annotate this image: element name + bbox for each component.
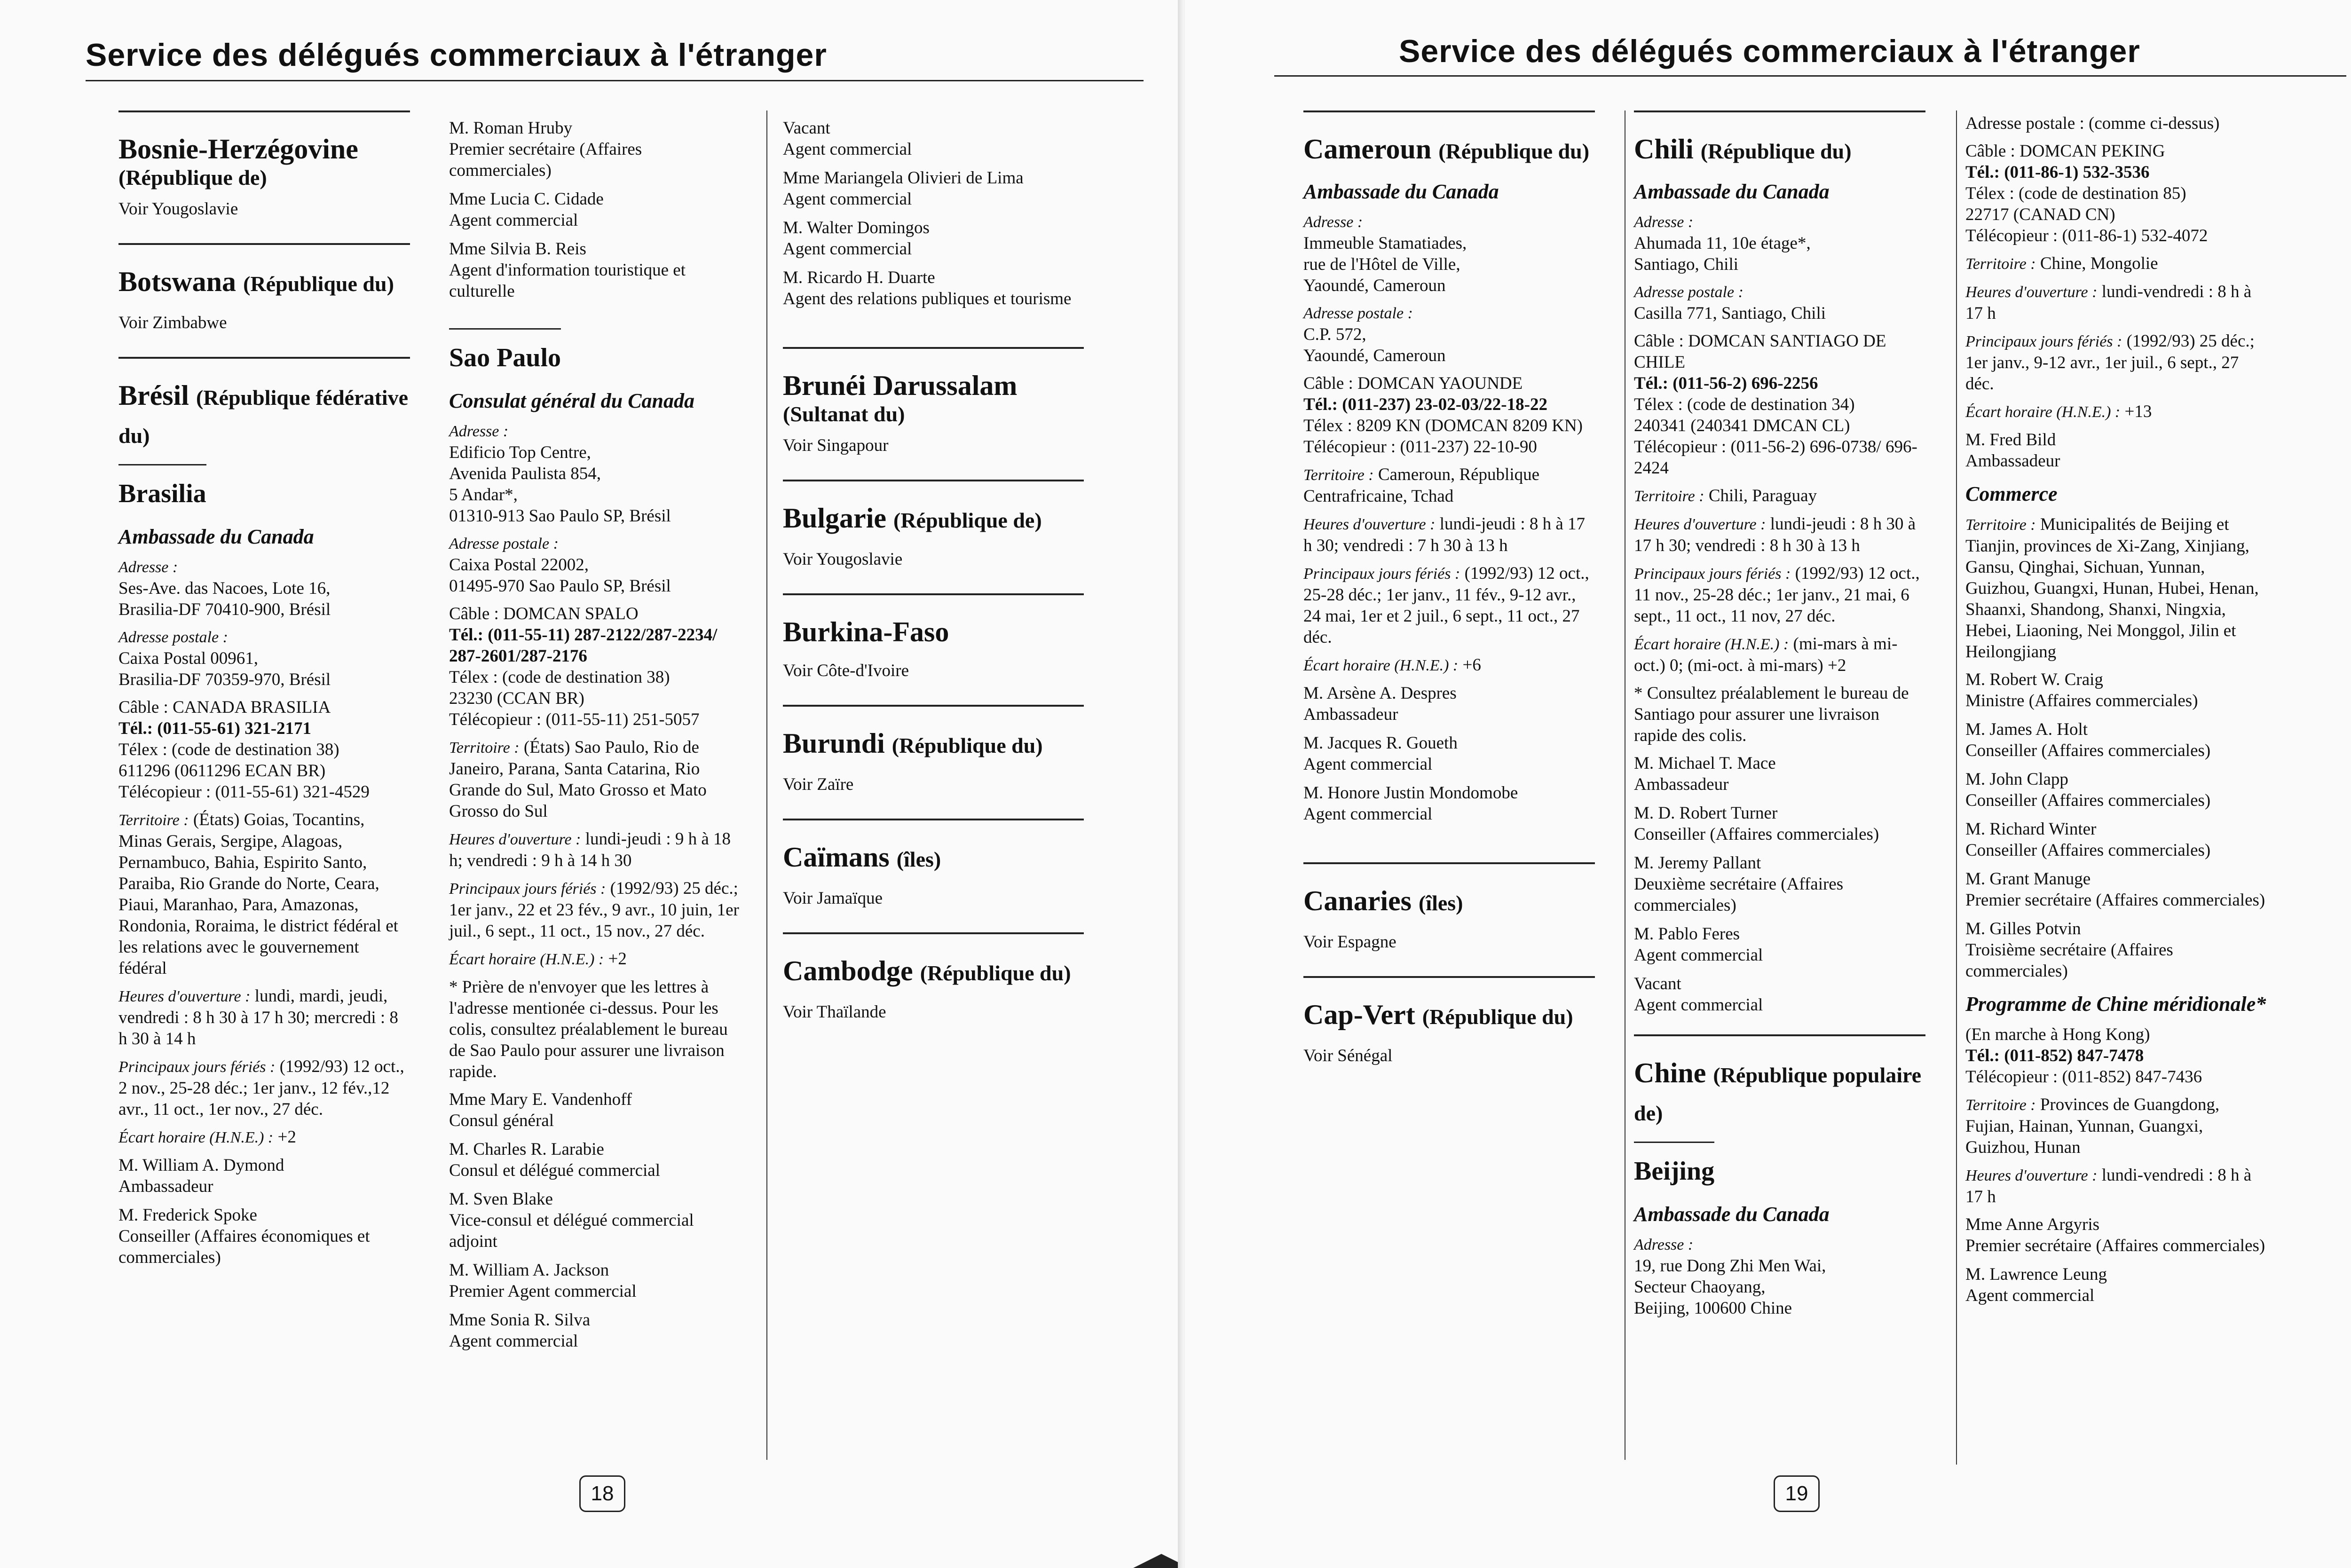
staff-entry: M. Honore Justin Mondomobe Agent commercial (1303, 783, 1518, 824)
address-line: rue de l'Hôtel de Ville, (1303, 255, 1460, 274)
programme-note: (En marche à Hong Kong) (1965, 1025, 2150, 1044)
telex: Télex : (code de destination 38) (118, 740, 339, 759)
time-difference: Écart horaire (H.N.E.) : +6 (1303, 655, 1481, 675)
staff-entry: Mme Mary E. Vandenhoff Consul général (449, 1090, 632, 1130)
address-line: Immeuble Stamatiades, (1303, 234, 1467, 253)
see-also: Voir Sénégal (1303, 1046, 1393, 1065)
time-difference: Écart horaire (H.N.E.) : +2 (449, 949, 627, 969)
telephone: Tél.: (011-55-11) 287-2122/287-2234/ 287-2601/287-2176 (449, 625, 718, 666)
country-subtitle: (République de) (118, 165, 267, 189)
cable: Câble : CANADA BRASILIA (118, 698, 331, 717)
fax: Télécopieur : (011-55-11) 251-5057 (449, 710, 700, 729)
staff-entry: M. Sven Blake Vice-consul et délégué commercial adjoint (449, 1190, 694, 1251)
staff-entry: M. Richard Winter Conseiller (Affaires commerciales) (1965, 819, 2211, 860)
telephone: Tél.: (011-56-2) 696-2256 (1634, 374, 1818, 393)
opening-hours: Heures d'ouverture : lundi-jeudi : 8 h à 17 h 30; vendredi : 7 h 30 à 13 h (1303, 514, 1586, 555)
postal-label: Adresse postale : (1634, 284, 1744, 301)
opening-hours: Heures d'ouverture : lundi-jeudi : 8 h 30 à 17 h 30; vendredi : 8 h 30 à 13 h (1634, 514, 1916, 555)
postal-line: Yaoundé, Cameroun (1303, 346, 1446, 365)
opening-hours: Heures d'ouverture : lundi-vendredi : 8 h à 17 h (1965, 282, 2252, 323)
address-line: 01310-913 Sao Paulo SP, Brésil (449, 506, 671, 526)
cable: Câble : DOMCAN SPALO (449, 604, 639, 623)
staff-entry: M. Walter Domingos Agent commercial (783, 218, 930, 259)
page-number-right: 19 (1774, 1475, 1820, 1512)
country-canaries (1303, 862, 1595, 953)
postal-line: 01495-970 Sao Paulo SP, Brésil (449, 576, 671, 596)
see-also: Voir Jamaïque (783, 889, 883, 908)
see-also: Voir Singapour (783, 436, 889, 455)
country-cap-vert (1303, 976, 1595, 1066)
country-cambodge (783, 932, 1084, 1023)
country-name: Bosnie-Herzégovine (118, 134, 358, 165)
address-block (1303, 212, 1595, 296)
telex: Télex : (code de destination 38) (449, 668, 670, 687)
address-line: Santiago, Chili (1634, 255, 1738, 274)
holidays: Principaux jours fériés : (1992/93) 12 oct., 11 nov., 25-28 déc.; 1er janv., 21 mai, 6 sept., 11 oct., 11 nov, 27 déc. (1634, 564, 1920, 626)
territory: Territoire : (États) Sao Paulo, Rio de Janeiro, Parana, Santa Catarina, Rio Grande do Sul, Mato Grosso et Mato Grosso do Sul (449, 738, 707, 821)
left-column-2 (449, 118, 741, 1359)
postal-line: Brasilia-DF 70359-970, Brésil (118, 670, 331, 689)
staff-entry: Mme Silvia B. Reis Agent d'information touristique et culturelle (449, 239, 686, 301)
territory: Territoire : Municipalités de Beijing et Tianjin, provinces de Xi-Zang, Xinjiang, Gansu, Qinghai, Sichuan, Yunnan, Guizhou, Guangxi, Hunan, Hubei, Henan, Shaanxi, Shandong, Shanxi, Ningxia, Hebei, Liaoning, Nei Monggol, Jilin et Heilongjiang (1965, 515, 2259, 662)
postal-address-block (118, 627, 410, 690)
office-title: Consulat général du Canada (449, 389, 695, 412)
section-commerce: Commerce (1965, 482, 2058, 505)
country-subtitle: (République populaire de) (1634, 1063, 1922, 1125)
address-line: Yaoundé, Cameroun (1303, 276, 1446, 295)
postal-address-block (1303, 303, 1595, 366)
footnote: * Consultez préalablement le bureau de Santiago pour assurer une livraison rapide des colis. (1634, 684, 1909, 745)
header-rule-left (86, 80, 1144, 81)
office-title: Ambassade du Canada (1634, 180, 1830, 203)
cable: Câble : DOMCAN PEKING (1965, 142, 2165, 161)
programme-contact (1965, 1024, 2266, 1087)
staff-entry: M. Jeremy Pallant Deuxième secrétaire (Affaires commerciales) (1634, 853, 1844, 915)
address-label: Adresse : (118, 559, 178, 576)
see-also: Voir Yougoslavie (783, 550, 903, 569)
country-name: Cap-Vert (1303, 999, 1415, 1030)
address-line: Ses-Ave. das Nacoes, Lote 16, (118, 579, 331, 598)
country-subtitle: (République de) (893, 508, 1042, 532)
right-column-1 (1303, 110, 1595, 1090)
see-also: Voir Espagne (1303, 932, 1396, 952)
column-rule (766, 110, 767, 1460)
address-line: 19, rue Dong Zhi Men Wai, (1634, 1256, 1826, 1276)
time-difference: Écart horaire (H.N.E.) : +2 (118, 1127, 296, 1147)
holidays: Principaux jours fériés : (1992/93) 25 déc.; 1er janv., 22 et 23 fév., 9 avr., 10 juin, 1er juil., 6 sept., 11 oct., 15 nov., 27 déc. (449, 879, 739, 941)
contact-block (1634, 331, 1925, 479)
country-name: Botswana (118, 266, 237, 297)
right-column-3 (1965, 113, 2266, 1314)
postal-line: Casilla 771, Santiago, Chili (1634, 304, 1826, 323)
fax: Télécopieur : (011-86-1) 532-4072 (1965, 226, 2208, 245)
postal-label: Adresse postale : (1303, 305, 1413, 322)
opening-hours: Heures d'ouverture : lundi-jeudi : 9 h à 18 h; vendredi : 9 h à 14 h 30 (449, 829, 731, 870)
territory: Territoire : Cameroun, République Centrafricaine, Tchad (1303, 465, 1540, 506)
time-difference: Écart horaire (H.N.E.) : (mi-mars à mi-oct.) 0; (mi-oct. à mi-mars) +2 (1634, 634, 1898, 675)
staff-entry: M. Roman Hruby Premier secrétaire (Affaires commerciales) (449, 118, 642, 180)
country-caimans (783, 819, 1084, 909)
staff-entry: M. William A. Dymond Ambassadeur (118, 1156, 284, 1196)
country-burkina (783, 593, 1084, 681)
telex: Télex : (code de destination 85) (1965, 184, 2186, 203)
header-rule-right (1274, 75, 2346, 77)
address-label: Adresse : (1634, 1236, 1694, 1253)
country-name: Chine (1634, 1057, 1706, 1088)
telex: 23230 (CCAN BR) (449, 689, 584, 708)
fax: Télécopieur : (011-56-2) 696-0738/ 696-2424 (1634, 437, 1917, 478)
staff-entry: M. Frederick Spoke Conseiller (Affaires économiques et commerciales) (118, 1206, 370, 1267)
fax: Télécopieur : (011-237) 22-10-90 (1303, 437, 1537, 457)
section-programme: Programme de Chine méridionale* (1965, 993, 2266, 1016)
country-chine (1634, 1034, 1925, 1319)
address-line: Edificio Top Centre, (449, 443, 591, 462)
staff-entry: Vacant Agent commercial (1634, 974, 1763, 1015)
contact-block (1303, 373, 1595, 457)
country-subtitle: (Sultanat du) (783, 402, 905, 426)
country-subtitle: (République du) (920, 961, 1071, 985)
country-name: Brésil (118, 380, 189, 411)
staff-entry: M. John Clapp Conseiller (Affaires commerciales) (1965, 770, 2211, 810)
fax: Télécopieur : (011-852) 847-7436 (1965, 1067, 2202, 1087)
binding-mark (1133, 1554, 1185, 1568)
country-chili (1634, 110, 1925, 1016)
telex: 611296 (0611296 ECAN BR) (118, 761, 326, 780)
staff-entry: M. Pablo Feres Agent commercial (1634, 924, 1763, 965)
country-name: Cameroun (1303, 134, 1432, 165)
contact-block (118, 697, 410, 803)
city-sao-paulo: Sao Paulo (449, 328, 561, 374)
column-rule (1956, 110, 1957, 1465)
country-subtitle: (îles) (896, 847, 941, 871)
territory: Territoire : (États) Goias, Tocantins, Minas Gerais, Sergipe, Alagoas, Pernambuco, Bahia, Espirito Santo, Paraiba, Rio Grande do Norte, Ceara, Piaui, Maranhao, Para, Amazonas, Rondonia, Roraima, le district fédéral et les relations avec le gouvernement fédéral (118, 810, 398, 978)
staff-entry: M. Arsène A. Despres Ambassadeur (1303, 684, 1457, 724)
telephone: Tél.: (011-237) 23-02-03/22-18-22 (1303, 395, 1547, 414)
country-name: Cambodge (783, 955, 913, 986)
staff-entry: M. Charles R. Larabie Consul et délégué commercial (449, 1140, 660, 1180)
telephone: Tél.: (011-852) 847-7478 (1965, 1046, 2144, 1065)
page-header-left: Service des délégués commerciaux à l'étranger (86, 37, 827, 73)
see-also: Voir Zimbabwe (118, 313, 227, 332)
see-also: Voir Zaïre (783, 775, 854, 794)
holidays: Principaux jours fériés : (1992/93) 25 déc.; 1er janv., 9-12 avr., 1er juil., 6 sept., 27 déc. (1965, 331, 2255, 394)
address-line: Beijing, 100600 Chine (1634, 1299, 1792, 1318)
fax: Télécopieur : (011-55-61) 321-4529 (118, 782, 370, 802)
address-block (1634, 1234, 1925, 1319)
staff-entry: M. Ricardo H. Duarte Agent des relations publiques et tourisme (783, 268, 1072, 308)
staff-entry: M. James A. Holt Conseiller (Affaires commerciales) (1965, 720, 2211, 760)
postal-label: Adresse postale : (449, 535, 559, 552)
staff-entry: M. Gilles Potvin Troisième secrétaire (Affaires commerciales) (1965, 919, 2173, 981)
address-block (118, 557, 410, 620)
opening-hours: Heures d'ouverture : lundi, mardi, jeudi, vendredi : 8 h 30 à 17 h 30; mercredi : 8 h 30 à 14 h (118, 986, 398, 1048)
city-beijing: Beijing (1634, 1142, 1714, 1187)
cable: Câble : DOMCAN YAOUNDE (1303, 374, 1523, 393)
right-page (1185, 0, 2351, 1568)
country-subtitle: (République du) (243, 272, 394, 296)
country-subtitle: (République du) (1438, 139, 1590, 163)
address-line: Brasilia-DF 70410-900, Brésil (118, 600, 331, 619)
holidays: Principaux jours fériés : (1992/93) 12 oct., 25-28 déc.; 1er janv., 11 fév., 9-12 avr., 24 mai, 1er et 2 juil., 6 sept., 11 oct., 27 déc. (1303, 564, 1589, 647)
country-name: Burkina-Faso (783, 616, 949, 647)
opening-hours: Heures d'ouverture : lundi-vendredi : 8 h à 17 h (1965, 1166, 2252, 1206)
telex: 240341 (240341 DMCAN CL) (1634, 416, 1850, 435)
staff-entry: Mme Anne Argyris Premier secrétaire (Affaires commerciales) (1965, 1215, 2265, 1255)
country-subtitle: (République fédérative du) (118, 386, 408, 448)
postal-label: Adresse postale : (118, 629, 228, 646)
city-brasilia: Brasilia (118, 464, 206, 510)
country-subtitle: (République du) (1422, 1005, 1573, 1029)
country-name: Chili (1634, 134, 1694, 165)
see-also: Voir Côte-d'Ivoire (783, 661, 909, 680)
territory: Territoire : Provinces de Guangdong, Fujian, Hainan, Yunnan, Guangxi, Guizhou, Hunan (1965, 1095, 2220, 1157)
contact-block (449, 603, 741, 730)
address-block (1634, 212, 1925, 275)
staff-entry: M. William A. Jackson Premier Agent commercial (449, 1261, 637, 1301)
contact-block (1965, 141, 2266, 246)
address-line: 5 Andar*, (449, 485, 518, 504)
postal-line: Caixa Postal 00961, (118, 649, 259, 668)
staff-entry: M. Grant Manuge Premier secrétaire (Affaires commerciales) (1965, 869, 2265, 910)
staff-entry: Mme Lucia C. Cidade Agent commercial (449, 189, 604, 230)
staff-entry: Mme Mariangela Olivieri de Lima Agent commercial (783, 168, 1024, 209)
telephone: Tél.: (011-55-61) 321-2171 (118, 719, 312, 738)
country-name: Brunéi Darussalam (783, 370, 1018, 401)
country-subtitle: (République du) (891, 733, 1043, 757)
see-also: Voir Thaïlande (783, 1002, 886, 1022)
address-block (449, 421, 741, 527)
country-burundi (783, 705, 1084, 795)
footnote: * Prière de n'envoyer que les lettres à l'adresse mentionée ci-dessus. Pour les colis, consultez préalablement le bureau de Sao Paulo pour assurer une livraison rapide. (449, 977, 728, 1081)
country-brunei (783, 347, 1084, 456)
postal-address-block (449, 533, 741, 597)
address-line: Secteur Chaoyang, (1634, 1277, 1766, 1297)
address-label: Adresse : (449, 423, 509, 440)
country-bosnie (118, 110, 410, 220)
country-bresil (118, 357, 410, 1268)
address-label: Adresse : (1303, 213, 1363, 231)
staff-entry: M. Robert W. Craig Ministre (Affaires commerciales) (1965, 670, 2198, 710)
staff-entry: M. Fred Bild Ambassadeur (1965, 430, 2060, 471)
country-cameroun (1303, 110, 1595, 825)
telex: 22717 (CANAD CN) (1965, 205, 2115, 224)
staff-entry: Vacant Agent commercial (783, 118, 912, 159)
staff-entry: Mme Sonia R. Silva Agent commercial (449, 1310, 591, 1351)
staff-entry: M. Michael T. Mace Ambassadeur (1634, 754, 1776, 794)
left-column-1 (118, 110, 410, 1276)
staff-entry: M. Jacques R. Goueth Agent commercial (1303, 733, 1458, 774)
office-title: Ambassade du Canada (1303, 180, 1499, 203)
postal-address-block (1634, 282, 1925, 324)
cable: Câble : DOMCAN SANTIAGO DE CHILE (1634, 331, 1886, 372)
postal-address: Adresse postale : (comme ci-dessus) (1965, 114, 2220, 133)
address-label: Adresse : (1634, 213, 1694, 231)
country-subtitle: (République du) (1700, 139, 1852, 163)
country-name: Burundi (783, 728, 885, 759)
country-subtitle: (îles) (1418, 891, 1463, 915)
country-name: Canaries (1303, 885, 1412, 916)
country-name: Bulgarie (783, 503, 886, 534)
see-also: Voir Yougoslavie (118, 199, 238, 219)
address-line: Avenida Paulista 854, (449, 464, 601, 483)
right-column-2 (1634, 110, 1925, 1325)
territory: Territoire : Chine, Mongolie (1965, 254, 2158, 273)
country-name: Caïmans (783, 842, 890, 873)
postal-line: C.P. 572, (1303, 325, 1366, 344)
territory: Territoire : Chili, Paraguay (1634, 486, 1817, 505)
address-line: Ahumada 11, 10e étage*, (1634, 234, 1811, 253)
page-number-left: 18 (579, 1475, 625, 1512)
holidays: Principaux jours fériés : (1992/93) 12 oct., 2 nov., 25-28 déc.; 1er janv., 12 fév.,12 avr., 11 oct., 1er nov., 27 déc. (118, 1057, 404, 1119)
country-bulgarie (783, 480, 1084, 570)
postal-line: Caixa Postal 22002, (449, 555, 589, 575)
staff-entry: M. Lawrence Leung Agent commercial (1965, 1265, 2107, 1305)
left-column-3 (783, 118, 1084, 1046)
country-botswana (118, 243, 410, 333)
office-title: Ambassade du Canada (1634, 1203, 1830, 1226)
telephone: Tél.: (011-86-1) 532-3536 (1965, 163, 2150, 182)
time-difference: Écart horaire (H.N.E.) : +13 (1965, 402, 2152, 421)
office-title: Ambassade du Canada (118, 525, 314, 548)
page-header-right: Service des délégués commerciaux à l'étranger (1399, 33, 2140, 69)
telex: Télex : 8209 KN (DOMCAN 8209 KN) (1303, 416, 1583, 435)
staff-entry: M. D. Robert Turner Conseiller (Affaires commerciales) (1634, 804, 1879, 844)
telex: Télex : (code de destination 34) (1634, 395, 1855, 414)
